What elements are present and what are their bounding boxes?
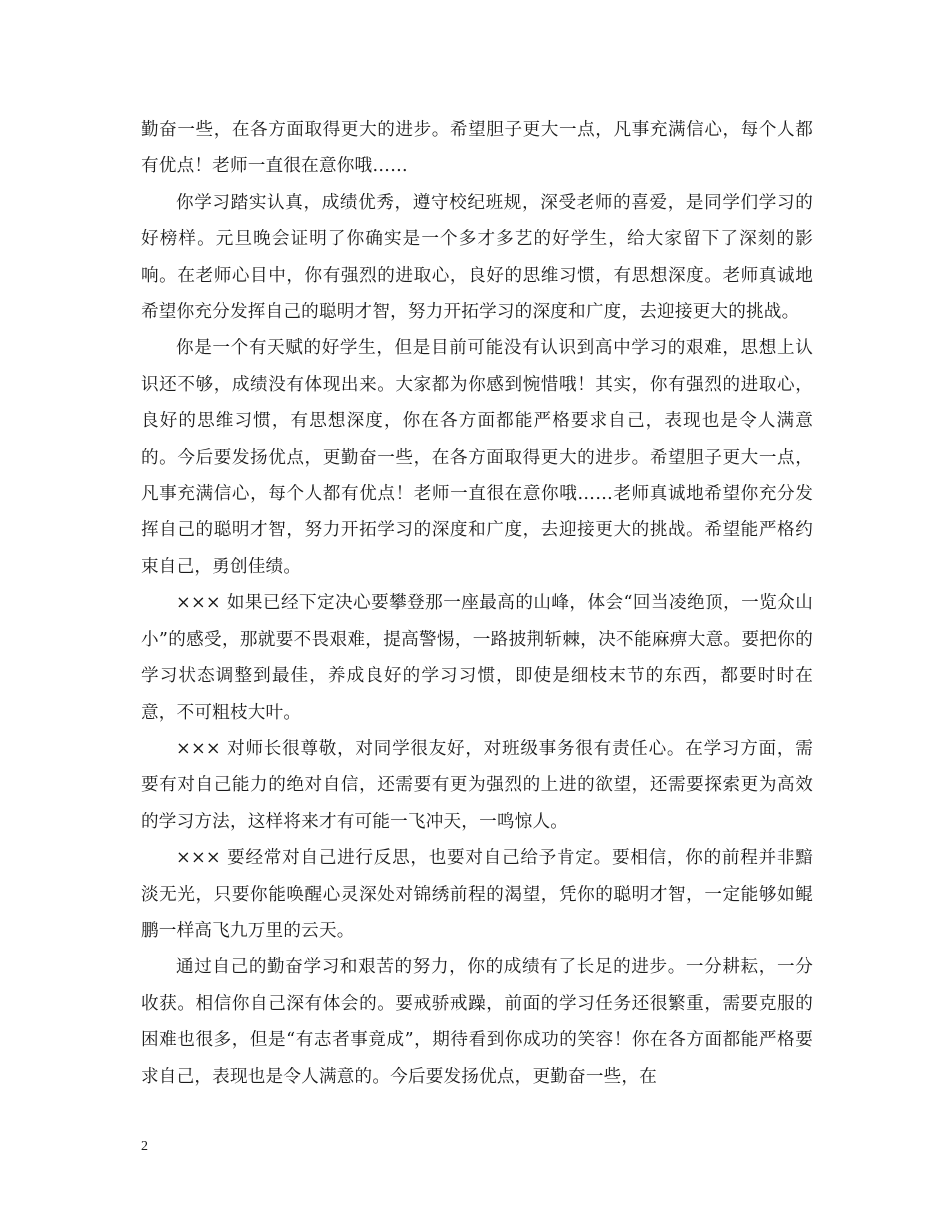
page-number: 2 bbox=[141, 1139, 148, 1154]
paragraph-7: 通过自己的勤奋学习和艰苦的努力，你的成绩有了长足的进步。一分耕耘，一分收获。相信你自己深有体会的。要戒骄戒躁，前面的学习任务还很繁重，需要克服的困难也很多，但是“有志者事竟成”，期待看到你成功的笑容！你在各方面都能严格要求自己，表现也是令人满意的。今后要发扬优点，更勤奋一些，在 bbox=[141, 957, 813, 1087]
paragraph-2: 你学习踏实认真，成绩优秀，遵守校纪班规，深受老师的喜爱，是同学们学习的好榜样。元旦晚会证明了你确实是一个多才多艺的好学生，给大家留下了深刻的影响。在老师心目中，你有强烈的进取心，良好的思维习惯，有思想深度。老师真诚地希望你充分发挥自己的聪明才智，努力开拓学习的深度和广度，去迎接更大的挑战。 bbox=[141, 192, 813, 323]
paragraph-3: 你是一个有天赋的好学生，但是目前可能没有认识到高中学习的艰难，思想上认识还不够，成绩没有体现出来。大家都为你感到惋惜哦！其实，你有强烈的进取心，良好的思维习惯，有思想深度，你在各方面都能严格要求自己，表现也是令人满意的。今后要发扬优点，更勤奋一些，在各方面取得更大的进步。希望胆子更大一点，凡事充满信心，每个人都有优点！老师一直很在意你哦……老师真诚地希望你充分发挥自己的聪明才智，努力开拓学习的深度和广度，去迎接更大的挑战。希望能严格约束自己，勇创佳绩。 bbox=[141, 338, 813, 577]
paragraph-1: 勤奋一些，在各方面取得更大的进步。希望胆子更大一点，凡事充满信心，每个人都有优点！老师一直很在意你哦…… bbox=[141, 120, 813, 177]
paragraph-4: ××× 如果已经下定决心要攀登那一座最高的山峰，体会“回当凌绝顶，一览众山小”的感受，那就要不畏艰难，提高警惕，一路披荆斩棘，决不能麻痹大意。要把你的学习状态调整到最佳，养成良好的学习习惯，即使是细枝末节的东西，都要时时在意，不可粗枝大叶。 bbox=[141, 593, 813, 723]
paragraph-6: ××× 要经常对自己进行反思，也要对自己给予肯定。要相信，你的前程并非黯淡无光，只要你能唤醒心灵深处对锦绣前程的渴望，凭你的聪明才智，一定能够如鲲鹏一样高飞九万里的云天。 bbox=[141, 848, 813, 941]
paragraph-5: ××× 对师长很尊敬，对同学很友好，对班级事务很有责任心。在学习方面，需要有对自己能力的绝对自信，还需要有更为强烈的上进的欲望，还需要探索更为高效的学习方法，这样将来才有可能一飞冲天，一鸣惊人。 bbox=[141, 738, 813, 832]
body-text bbox=[141, 112, 813, 1095]
